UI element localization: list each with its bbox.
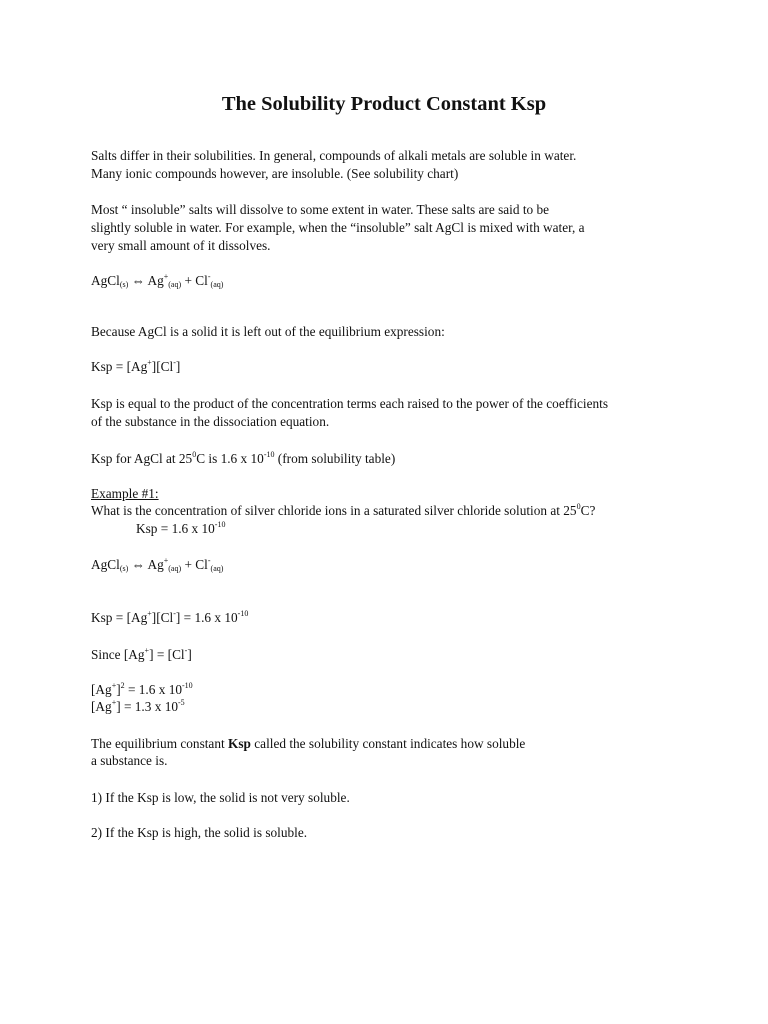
exponent-superscript: -10 — [263, 450, 275, 459]
conclusion-line-2: a substance is. — [91, 753, 168, 768]
ksp-value-part: Ksp for AgCl at 25 — [91, 451, 193, 466]
ksp-eq-part: ] = 1.6 x 10 — [175, 610, 238, 625]
result-part: ] = 1.3 x 10 — [116, 699, 178, 714]
ksp-value-part: C is 1.6 x 10 — [196, 451, 264, 466]
since-part: ] = [Cl — [149, 647, 185, 662]
eq-state-aq: (aq) — [168, 280, 182, 289]
example-given-ksp — [136, 520, 225, 538]
ksp-expr-part: ] — [175, 359, 181, 374]
charge-plus: + — [144, 646, 150, 655]
ksp-definition-line-2: of the substance in the dissociation equation. — [91, 414, 330, 429]
point-high-ksp: 2) If the Ksp is high, the solid is soluble. — [91, 825, 308, 840]
insoluble-line-2: slightly soluble in water. For example, when the “insoluble” salt AgCl is mixed with water, a — [91, 220, 585, 235]
charge-minus: - — [173, 609, 176, 618]
question-part: C? — [580, 503, 596, 518]
conclusion-line-1 — [91, 735, 525, 753]
charge-plus: + — [147, 609, 152, 618]
example-equation — [91, 556, 223, 574]
charge-plus: + — [111, 681, 117, 690]
given-part: Ksp = 1.6 x 10 — [136, 521, 215, 536]
power-superscript: 2 — [120, 681, 125, 690]
eq-plus-cl: + Cl — [181, 557, 208, 572]
eq-agcl: AgCl — [91, 273, 120, 288]
charge-minus: - — [184, 646, 188, 655]
ksp-expr-plus: + — [147, 358, 152, 367]
ksp-expr-minus: - — [173, 358, 176, 367]
charge-plus: + — [111, 698, 117, 707]
eq-plus-cl: + Cl — [181, 273, 208, 288]
eq-state-aq-2: (aq) — [210, 564, 224, 573]
example-heading: Example #1: — [91, 486, 159, 501]
degree-superscript: 0 — [576, 502, 581, 511]
insoluble-line-1: Most “ insoluble” salts will dissolve to some extent in water. These salts are said to be — [91, 202, 550, 217]
degree-superscript: 0 — [192, 450, 197, 459]
result-part: [Ag — [91, 699, 112, 714]
square-part: ] — [116, 682, 121, 697]
example-square-line — [91, 681, 193, 699]
point-low-ksp: 1) If the Ksp is low, the solid is not very soluble. — [91, 790, 350, 805]
exponent-superscript: -10 — [182, 681, 193, 690]
since-part: ] — [187, 647, 192, 662]
eq-arrow-ag: ⇔ Ag — [128, 273, 164, 288]
ksp-expr-part: ][Cl — [151, 359, 174, 374]
insoluble-line-3: very small amount of it dissolves. — [91, 238, 271, 253]
eq-state-solid: (s) — [119, 564, 129, 573]
because-line: Because AgCl is a solid it is left out of the equilibrium expression: — [91, 324, 445, 339]
ksp-definition-line-1: Ksp is equal to the product of the concentration terms each raised to the power of the coefficients — [91, 396, 609, 411]
conclusion-part: called the solubility constant indicates how soluble — [250, 736, 526, 751]
eq-charge-minus: - — [207, 556, 211, 565]
ksp-eq-part: Ksp = [Ag — [91, 610, 148, 625]
exponent-superscript: -10 — [237, 609, 249, 618]
exponent-superscript: -10 — [214, 520, 226, 529]
example-since-line — [91, 646, 192, 664]
since-part: Since [Ag — [91, 647, 145, 662]
eq-state-aq: (aq) — [168, 564, 182, 573]
example-result-line — [91, 698, 185, 716]
eq-state-solid: (s) — [119, 280, 129, 289]
eq-charge-minus: - — [207, 272, 211, 281]
eq-state-aq-2: (aq) — [210, 280, 224, 289]
example-question — [91, 502, 595, 520]
ksp-expression — [91, 358, 180, 376]
eq-arrow-ag: ⇔ Ag — [128, 557, 164, 572]
ksp-value-part: (from solubility table) — [274, 451, 396, 466]
ksp-expr-part: Ksp = [Ag — [91, 359, 148, 374]
dissociation-equation — [91, 272, 223, 290]
intro-line-1: Salts differ in their solubilities. In general, compounds of alkali metals are soluble in water. — [91, 148, 577, 163]
ksp-eq-part: ][Cl — [151, 610, 174, 625]
page-title: The Solubility Product Constant Ksp — [221, 93, 547, 115]
square-part: = 1.6 x 10 — [124, 682, 183, 697]
eq-charge-plus: + — [163, 272, 169, 281]
conclusion-ksp-bold: Ksp — [228, 736, 251, 751]
example-ksp-equation — [91, 609, 248, 627]
ksp-value-line — [91, 450, 395, 468]
exponent-superscript: -5 — [178, 698, 185, 707]
conclusion-part: The equilibrium constant — [91, 736, 229, 751]
eq-charge-plus: + — [163, 556, 169, 565]
intro-line-2: Many ionic compounds however, are insoluble. (See solubility chart) — [91, 166, 459, 181]
question-part: What is the concentration of silver chloride ions in a saturated silver chloride solution at 25 — [91, 503, 577, 518]
square-part: [Ag — [91, 682, 112, 697]
eq-agcl: AgCl — [91, 557, 120, 572]
